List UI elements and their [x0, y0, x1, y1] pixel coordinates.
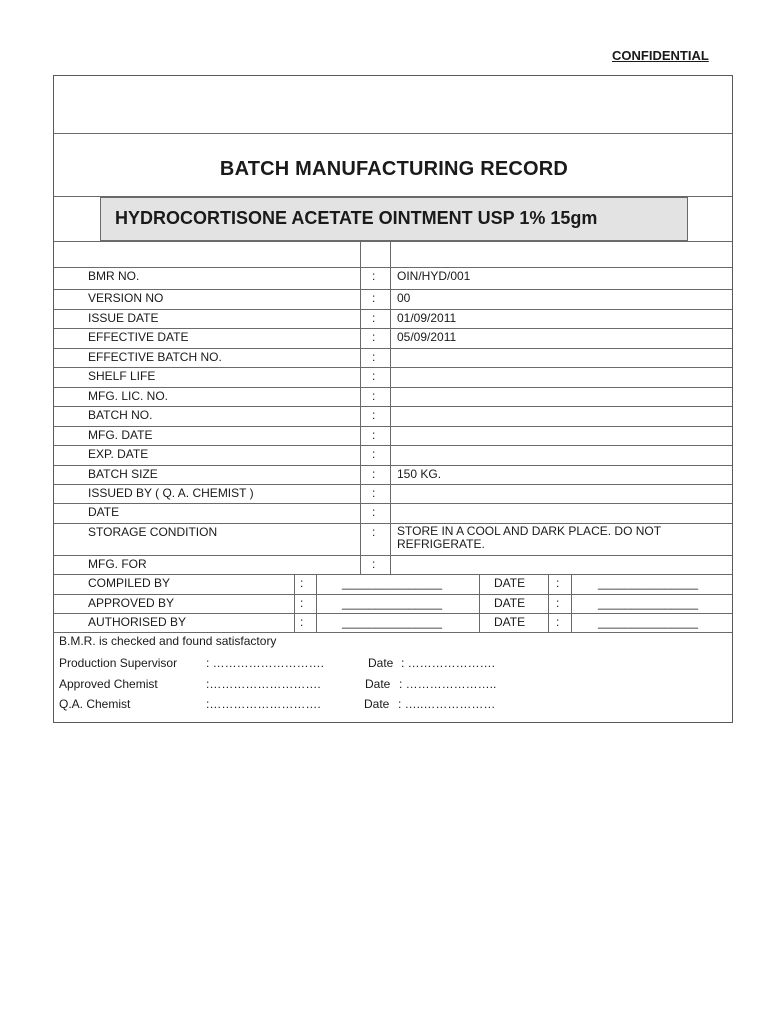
row-divider: [54, 555, 732, 556]
column-divider: [360, 503, 361, 523]
date-line: : …………………..: [399, 677, 497, 691]
column-divider: [390, 289, 391, 309]
column-divider: [360, 309, 361, 328]
confidential-label: CONFIDENTIAL: [612, 48, 709, 63]
column-divider: [479, 594, 480, 613]
column-divider: [294, 594, 295, 613]
column-divider: [548, 574, 549, 594]
signature-label: APPROVED BY: [88, 596, 175, 610]
row-divider: [54, 348, 732, 349]
field-value: 150 KG.: [397, 467, 442, 481]
column-divider: [390, 523, 391, 555]
signature-line: _______________: [342, 576, 443, 590]
column-divider: [571, 594, 572, 613]
checked-role: Approved Chemist: [59, 677, 158, 691]
date-label: DATE: [494, 615, 526, 629]
column-divider: [390, 387, 391, 406]
product-name-box: [100, 197, 688, 241]
field-separator: :: [556, 576, 560, 590]
column-divider: [360, 289, 361, 309]
row-divider: [54, 387, 732, 388]
row-divider: [54, 289, 732, 290]
field-separator: :: [372, 428, 376, 442]
column-divider: [548, 594, 549, 613]
column-divider: [360, 445, 361, 465]
field-separator: :: [372, 350, 376, 364]
field-label: BMR NO.: [88, 269, 140, 283]
row-divider: [54, 406, 732, 407]
field-label: EFFECTIVE DATE: [88, 330, 189, 344]
column-divider: [360, 555, 361, 574]
field-separator: :: [372, 330, 376, 344]
column-divider: [360, 267, 361, 289]
row-divider: [54, 632, 732, 633]
date-label: Date: [365, 677, 391, 691]
column-divider: [360, 465, 361, 484]
row-divider: [54, 613, 732, 614]
checked-role: Q.A. Chemist: [59, 697, 131, 711]
column-divider: [316, 594, 317, 613]
column-divider: [390, 555, 391, 574]
field-separator: :: [300, 615, 304, 629]
field-value: OIN/HYD/001: [397, 269, 471, 283]
checked-role: Production Supervisor: [59, 656, 178, 670]
row-divider: [54, 484, 732, 485]
field-separator: :: [372, 408, 376, 422]
row-divider: [54, 426, 732, 427]
batch-record-form: [53, 75, 733, 723]
field-label: BATCH SIZE: [88, 467, 158, 481]
checked-statement: B.M.R. is checked and found satisfactory: [59, 634, 277, 648]
row-divider: [54, 445, 732, 446]
column-divider: [294, 613, 295, 632]
column-divider: [360, 348, 361, 367]
signature-line: _______________: [342, 596, 443, 610]
date-line: _______________: [598, 576, 699, 590]
divider: [390, 241, 391, 267]
field-value: 01/09/2011: [397, 311, 457, 325]
field-label: SHELF LIFE: [88, 369, 156, 383]
row-divider: [54, 328, 732, 329]
field-separator: :: [556, 596, 560, 610]
column-divider: [360, 426, 361, 445]
column-divider: [316, 613, 317, 632]
field-separator: :: [372, 389, 376, 403]
product-name: HYDROCORTISONE ACETATE OINTMENT USP 1% 15gm: [115, 208, 598, 228]
field-separator: :: [372, 447, 376, 461]
date-line: _______________: [598, 596, 699, 610]
field-separator: :: [372, 467, 376, 481]
row-divider: [54, 594, 732, 595]
column-divider: [360, 387, 361, 406]
field-separator: :: [372, 311, 376, 325]
column-divider: [294, 574, 295, 594]
column-divider: [390, 445, 391, 465]
date-line: : ………………….: [401, 656, 496, 670]
field-label: VERSION NO: [88, 291, 164, 305]
signature-line: :……………………….: [206, 697, 321, 711]
column-divider: [360, 406, 361, 426]
divider: [54, 267, 732, 268]
column-divider: [548, 613, 549, 632]
field-label: MFG. DATE: [88, 428, 153, 442]
field-separator: :: [372, 557, 376, 571]
field-label: DATE: [88, 505, 120, 519]
column-divider: [571, 574, 572, 594]
field-separator: :: [372, 269, 376, 283]
field-label: ISSUED BY ( Q. A. CHEMIST ): [88, 486, 254, 500]
field-label: EFFECTIVE BATCH NO.: [88, 350, 222, 364]
row-divider: [54, 367, 732, 368]
date-label: Date: [364, 697, 390, 711]
field-separator: :: [300, 576, 304, 590]
field-value: 05/09/2011: [397, 330, 457, 344]
column-divider: [390, 367, 391, 387]
field-label: MFG. FOR: [88, 557, 147, 571]
field-separator: :: [372, 525, 376, 539]
field-separator: :: [372, 369, 376, 383]
column-divider: [390, 348, 391, 367]
column-divider: [360, 367, 361, 387]
date-label: Date: [368, 656, 394, 670]
column-divider: [390, 426, 391, 445]
field-value: STORE IN A COOL AND DARK PLACE. DO NOT REFRIGERATE.: [397, 524, 661, 551]
date-label: DATE: [494, 596, 526, 610]
row-divider: [54, 465, 732, 466]
field-separator: :: [300, 596, 304, 610]
field-separator: :: [372, 505, 376, 519]
field-label: MFG. LIC. NO.: [88, 389, 169, 403]
field-value: 00: [397, 291, 411, 305]
column-divider: [390, 267, 391, 289]
column-divider: [390, 465, 391, 484]
column-divider: [479, 613, 480, 632]
date-line: : …..………………: [398, 697, 496, 711]
column-divider: [390, 406, 391, 426]
row-divider: [54, 309, 732, 310]
signature-line: _______________: [342, 615, 443, 629]
column-divider: [390, 484, 391, 503]
date-label: DATE: [494, 576, 526, 590]
field-label: EXP. DATE: [88, 447, 149, 461]
column-divider: [360, 328, 361, 348]
divider: [54, 133, 732, 134]
row-divider: [54, 574, 732, 575]
field-label: BATCH NO.: [88, 408, 153, 422]
signature-label: COMPILED BY: [88, 576, 171, 590]
signature-line: : ……………………….: [206, 656, 325, 670]
divider: [54, 241, 732, 242]
field-separator: :: [372, 486, 376, 500]
row-divider: [54, 503, 732, 504]
field-label: ISSUE DATE: [88, 311, 159, 325]
field-separator: :: [372, 291, 376, 305]
field-label: STORAGE CONDITION: [88, 525, 218, 539]
signature-label: AUTHORISED BY: [88, 615, 187, 629]
column-divider: [390, 503, 391, 523]
divider: [360, 241, 361, 267]
column-divider: [479, 574, 480, 594]
signature-line: :……………………….: [206, 677, 321, 691]
column-divider: [360, 484, 361, 503]
column-divider: [390, 309, 391, 328]
document-title: BATCH MANUFACTURING RECORD: [219, 158, 569, 180]
field-separator: :: [556, 615, 560, 629]
column-divider: [390, 328, 391, 348]
column-divider: [316, 574, 317, 594]
column-divider: [360, 523, 361, 555]
column-divider: [571, 613, 572, 632]
date-line: _______________: [598, 615, 699, 629]
